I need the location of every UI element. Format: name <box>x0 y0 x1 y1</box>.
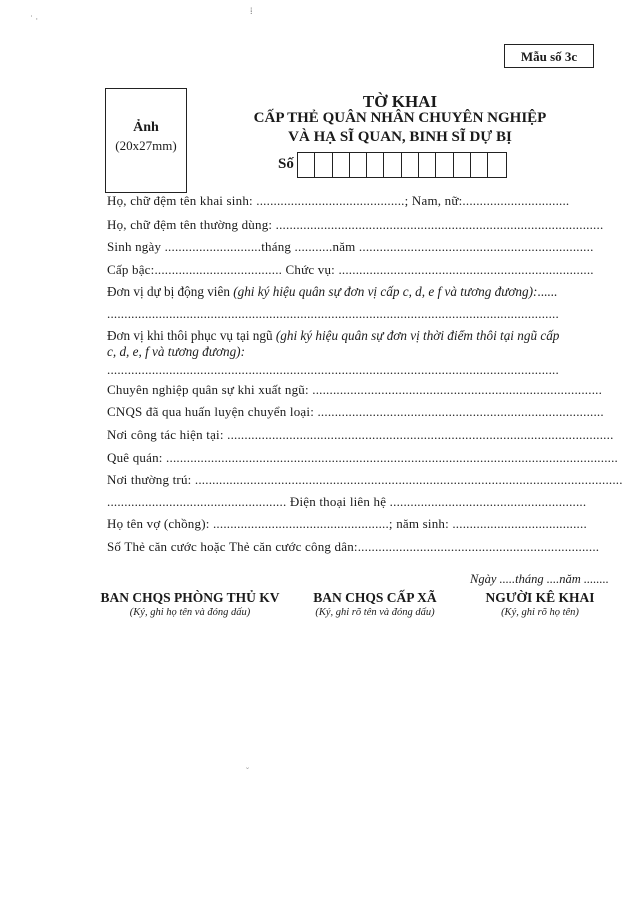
signature-title-defense-zone: BAN CHQS PHÒNG THỦ KV <box>100 590 280 605</box>
field-blank-line-1[interactable]: ................................................................................................................................... <box>107 306 559 321</box>
field-specialty[interactable]: Chuyên nghiệp quân sự khi xuất ngũ: .................................................................................... <box>107 382 603 397</box>
form-subtitle-1: CẤP THẺ QUÂN NHÂN CHUYÊN NGHIỆP <box>253 110 547 126</box>
field-id-card[interactable]: Số Thẻ căn cước hoặc Thẻ căn cước công dân:...................................................................... <box>107 539 600 554</box>
number-digit-box[interactable] <box>402 153 419 177</box>
field-birth-name[interactable]: Họ, chữ đệm tên khai sinh: ...........................................; Nam, nữ:............................... <box>107 193 570 208</box>
form-code: Mẫu số 3c <box>504 44 594 68</box>
number-digit-box[interactable] <box>333 153 350 177</box>
discharge-unit-note-1: (ghi ký hiệu quân sự đơn vị thời điểm thôi tại ngũ cấp <box>275 328 560 343</box>
field-workplace[interactable]: Nơi công tác hiện tại: ................................................................................................................ <box>107 427 614 442</box>
number-digit-box[interactable] <box>367 153 384 177</box>
signature-note-commune: (Ký, ghi rõ tên và đóng dấu) <box>315 607 435 618</box>
discharge-unit-label: Đơn vị khi thôi phục vụ tại ngũ <box>107 328 273 343</box>
field-hometown[interactable]: Quê quán: ................................................................................................................................... <box>107 450 618 465</box>
reserve-unit-label: Đơn vị dự bị động viên <box>107 284 230 299</box>
field-phone[interactable]: .................................................... Điện thoại liên hệ ......................................................... <box>107 494 587 509</box>
scan-speck: ˘ <box>246 766 249 776</box>
number-label: Số <box>278 156 294 172</box>
field-discharge-unit[interactable] <box>107 328 559 344</box>
reserve-unit-dots: ...... <box>537 284 558 299</box>
form-subtitle-2: VÀ HẠ SĨ QUAN, BINH SĨ DỰ BỊ <box>288 129 512 145</box>
discharge-unit-note-2: c, d, e, f và tương đương): <box>107 344 245 359</box>
number-digit-box[interactable] <box>488 153 505 177</box>
field-residence[interactable]: Nơi thường trú: ............................................................................................................................ <box>107 472 623 487</box>
field-rank-position[interactable]: Cấp bậc:..................................... Chức vụ: .......................................................................... <box>107 262 594 277</box>
number-digit-box[interactable] <box>436 153 453 177</box>
number-digit-box[interactable] <box>471 153 488 177</box>
form-title: TỜ KHAI <box>362 92 438 111</box>
signature-note-defense-zone: (Ký, ghi họ tên và đóng dấu) <box>129 607 251 618</box>
field-spouse[interactable]: Họ tên vợ (chồng): ...................................................; năm sinh: ....................................... <box>107 516 587 531</box>
field-reserve-unit[interactable] <box>107 284 557 300</box>
date-line[interactable]: Ngày .....tháng ....năm ........ <box>470 572 609 586</box>
number-digit-box[interactable] <box>315 153 332 177</box>
number-boxes[interactable] <box>297 152 507 178</box>
field-common-name[interactable]: Họ, chữ đệm tên thường dùng: ............................................................................................... <box>107 217 604 232</box>
signature-note-declarant: (Ký, ghi rõ họ tên) <box>501 607 579 618</box>
photo-size: (20x27mm) <box>115 138 177 153</box>
field-blank-line-2[interactable]: ................................................................................................................................... <box>107 362 559 377</box>
number-digit-box[interactable] <box>384 153 401 177</box>
signature-title-declarant: NGƯỜI KÊ KHAI <box>485 590 595 605</box>
number-digit-box[interactable] <box>419 153 436 177</box>
photo-label: Ảnh <box>133 120 159 135</box>
number-digit-box[interactable] <box>298 153 315 177</box>
scan-speck: ˙ · <box>30 14 39 24</box>
field-birth-date[interactable]: Sinh ngày ............................tháng ...........năm .................................................................... <box>107 239 594 254</box>
field-conversion-training[interactable]: CNQS đã qua huấn luyện chuyển loại: ................................................................................... <box>107 404 604 419</box>
scan-speck: ⁞ <box>250 6 253 16</box>
number-digit-box[interactable] <box>350 153 367 177</box>
reserve-unit-note: (ghi ký hiệu quân sự đơn vị cấp c, d, e f và tương đương): <box>233 284 538 299</box>
number-digit-box[interactable] <box>454 153 471 177</box>
signature-title-commune: BAN CHQS CẤP XÃ <box>313 590 437 605</box>
